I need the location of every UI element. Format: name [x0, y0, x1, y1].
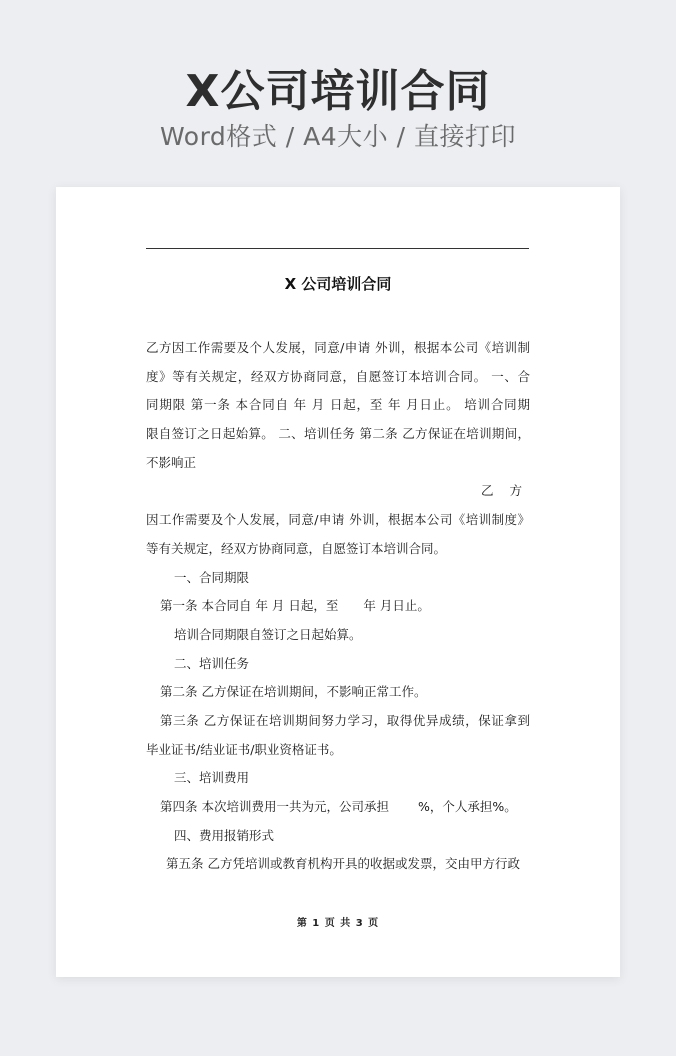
clause-line: 培训合同期限自签订之日起始算。: [174, 626, 362, 642]
paragraph-line: 因工作需要及个人发展，同意/申请 外训，根据本公司《培训制度》: [146, 512, 530, 528]
section-heading: 一、合同期限: [174, 569, 250, 585]
banner-title: X公司培训合同: [185, 66, 491, 117]
document-page: [56, 187, 620, 977]
header-rule: [146, 248, 529, 249]
section-heading: 二、培训任务: [174, 655, 250, 671]
clause-line: 第一条 本合同自 年 月 日起，至 年 月日止。: [160, 598, 430, 614]
paragraph-line: 限自签订之日起始算。 二、培训任务 第二条 乙方保证在培训期间，: [146, 426, 530, 442]
banner-subtitle: Word格式 / A4大小 / 直接打印: [160, 122, 516, 151]
section-heading: 三、培训费用: [174, 770, 250, 786]
clause-line: 第三条 乙方保证在培训期间努力学习，取得优异成绩，保证拿到: [160, 712, 530, 728]
clause-line: 第五条 乙方凭培训或教育机构开具的收据或发票，交由甲方行政: [166, 856, 520, 872]
paragraph-line: 度》等有关规定，经双方协商同意，自愿签订本培训合同。 一、合: [146, 368, 530, 384]
party-b-label: 乙 方: [481, 483, 528, 499]
document-body: [146, 334, 530, 879]
page-number: 第 1 页 共 3 页: [296, 918, 380, 929]
paragraph-line: 乙方因工作需要及个人发展，同意/申请 外训，根据本公司《培训制: [146, 340, 530, 355]
clause-line: 毕业证书/结业证书/职业资格证书。: [146, 741, 342, 757]
paragraph-line: 不影响正: [146, 454, 197, 470]
paragraph-line: 等有关规定，经双方协商同意，自愿签订本培训合同。: [146, 540, 447, 556]
paragraph-line: 同期限 第一条 本合同自 年 月 日起，至 年 月日止。 培训合同期: [146, 397, 530, 413]
section-heading: 四、费用报销形式: [174, 827, 275, 843]
clause-line: 第二条 乙方保证在培训期间，不影响正常工作。: [160, 684, 427, 700]
clause-line: 第四条 本次培训费用一共为元，公司承担 %，个人承担%。: [160, 799, 517, 814]
document-title: X 公司培训合同: [284, 275, 392, 293]
